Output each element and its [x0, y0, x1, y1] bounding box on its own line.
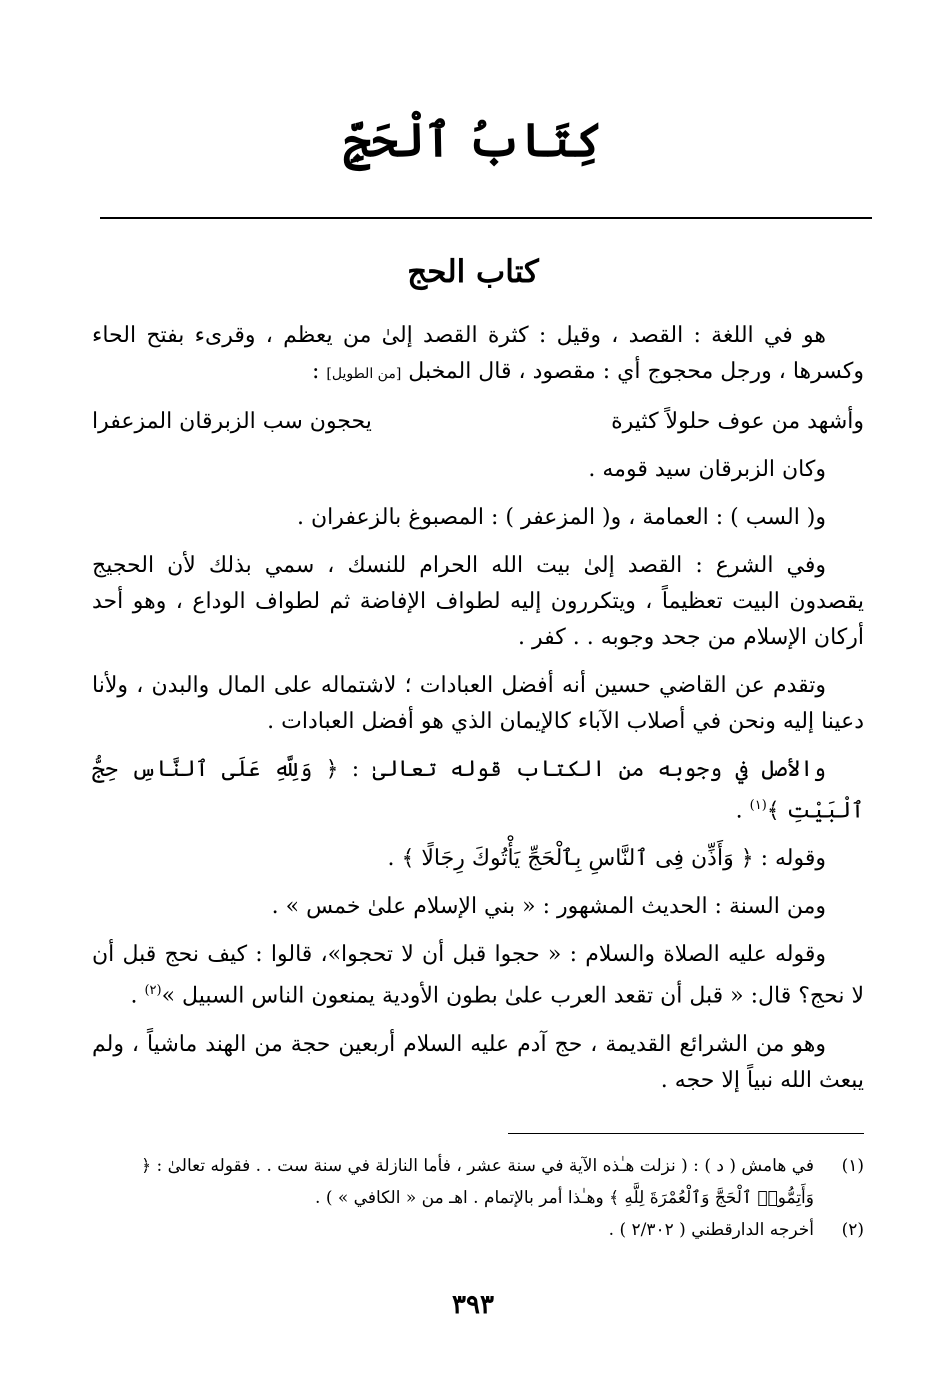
paragraph-text: .: [130, 983, 138, 1009]
poem-hemistich-second: يحجون سب الزبرقان المزعفرا: [92, 409, 372, 434]
paragraph-definition-language: [92, 318, 864, 392]
paragraph-hadith: [92, 937, 864, 1014]
page-number: ٣٩٣: [452, 1290, 494, 1320]
paragraph-text: هو في اللغة : القصد ، وقيل : كثرة القصد إلىٰ من يعظم ، وقرىء بفتح الحاء وكسرها ، ورجل محجوج أي : مقصود ، قال المخبل: [92, 323, 864, 384]
footnote-ref-2[interactable]: (٢): [144, 983, 162, 999]
header-divider: [100, 217, 872, 219]
paragraph-sunnah-evidence: ومن السنة : الحديث المشهور : « بني الإسلام علىٰ خمس » .: [271, 894, 826, 920]
paragraph-quran-evidence: [92, 752, 864, 829]
footnote-item: [92, 1150, 864, 1214]
paragraph-ancient-law: وهو من الشرائع القديمة ، حج آدم عليه السلام أربعين حجة من الهند ماشياً ، ولم يبعث الله نبياً إلا حجه .: [92, 1031, 864, 1093]
poem-hemistich-first: وأشهد من عوف حلولاً كثيرة: [611, 409, 864, 434]
section-title: كتاب الحج: [407, 254, 539, 290]
paragraph-quran-evidence-2: وقوله : ﴿ وَأَذِّن فِى ٱلنَّاسِ بِٱلْحَجِّ يَأْتُوكَ رِجَالًا ﴾ .: [387, 846, 826, 872]
footnote-item: [92, 1214, 864, 1246]
meter-note: [من الطويل]: [326, 366, 402, 382]
paragraph-text: وقوله عليه الصلاة والسلام : « حجوا قبل أن لا تحجوا»، قالوا : كيف نحج قبل أن لا نحج؟ قال: « قبل أن تقعد العرب علىٰ بطون الأودية يمنعون الناس السبيل »: [92, 942, 864, 1009]
footnote-divider: [508, 1133, 864, 1134]
paragraph-definition-sharia: وفي الشرع : القصد إلىٰ بيت الله الحرام للنسك ، سمي بذلك لأن الحجيج يقصدون البيت تعظيماً ، ويتكررون إليه لطواف الإفاضة ثم لطواف الوداع ، وهو أحد أركان الإسلام من جحد وجوبه . . كفر .: [92, 553, 864, 650]
paragraph-text: .: [735, 798, 743, 824]
footnote-number: (١): [841, 1156, 864, 1176]
footnotes: [92, 1150, 864, 1246]
footnote-text: أخرجه الدارقطني ( ٢/٣٠٢ ) .: [608, 1220, 814, 1240]
footnote-text: في هامش ( د ) : ( نزلت هـٰذه الآية في سنة عشر ، فأما النازلة في سنة ست . . فقوله تعالىٰ : ﴿ وَأَتِمُّوا۟ ٱلْحَجَّ وَٱلْعُمْرَةَ لِلَّهِ ﴾ وهـٰذا أمر بالإتمام . اهـ من « الكافي » ) .: [141, 1156, 814, 1208]
book-header-title: كِتَابُ ٱلْحَجِّ: [343, 113, 603, 167]
paragraph-text: والأصل في وجوبه من الكتاب قوله تعالىٰ : ﴿ وَلِلَّهِ عَلَى ٱلنَّاسِ حِجُّ ٱلْبَيْتِ ﴾: [92, 757, 864, 824]
poem-verse: [92, 404, 864, 440]
main-text: [92, 318, 864, 1111]
paragraph-zibriqan: وكان الزبرقان سيد قومه .: [588, 457, 826, 482]
paragraph-virtue: وتقدم عن القاضي حسين أنه أفضل العبادات ؛ لاشتماله على المال والبدن ، ولأنا دعينا إليه ونحن في أصلاب الآباء كالإيمان الذي هو أفضل العبادات .: [92, 673, 864, 734]
paragraph-text: :: [311, 359, 320, 384]
paragraph-vocabulary: و( السب ) : العمامة ، و( المزعفر ) : المصبوغ بالزعفران .: [296, 505, 826, 530]
footnote-number: (٢): [841, 1220, 864, 1240]
footnote-ref-1[interactable]: (١): [749, 798, 767, 813]
